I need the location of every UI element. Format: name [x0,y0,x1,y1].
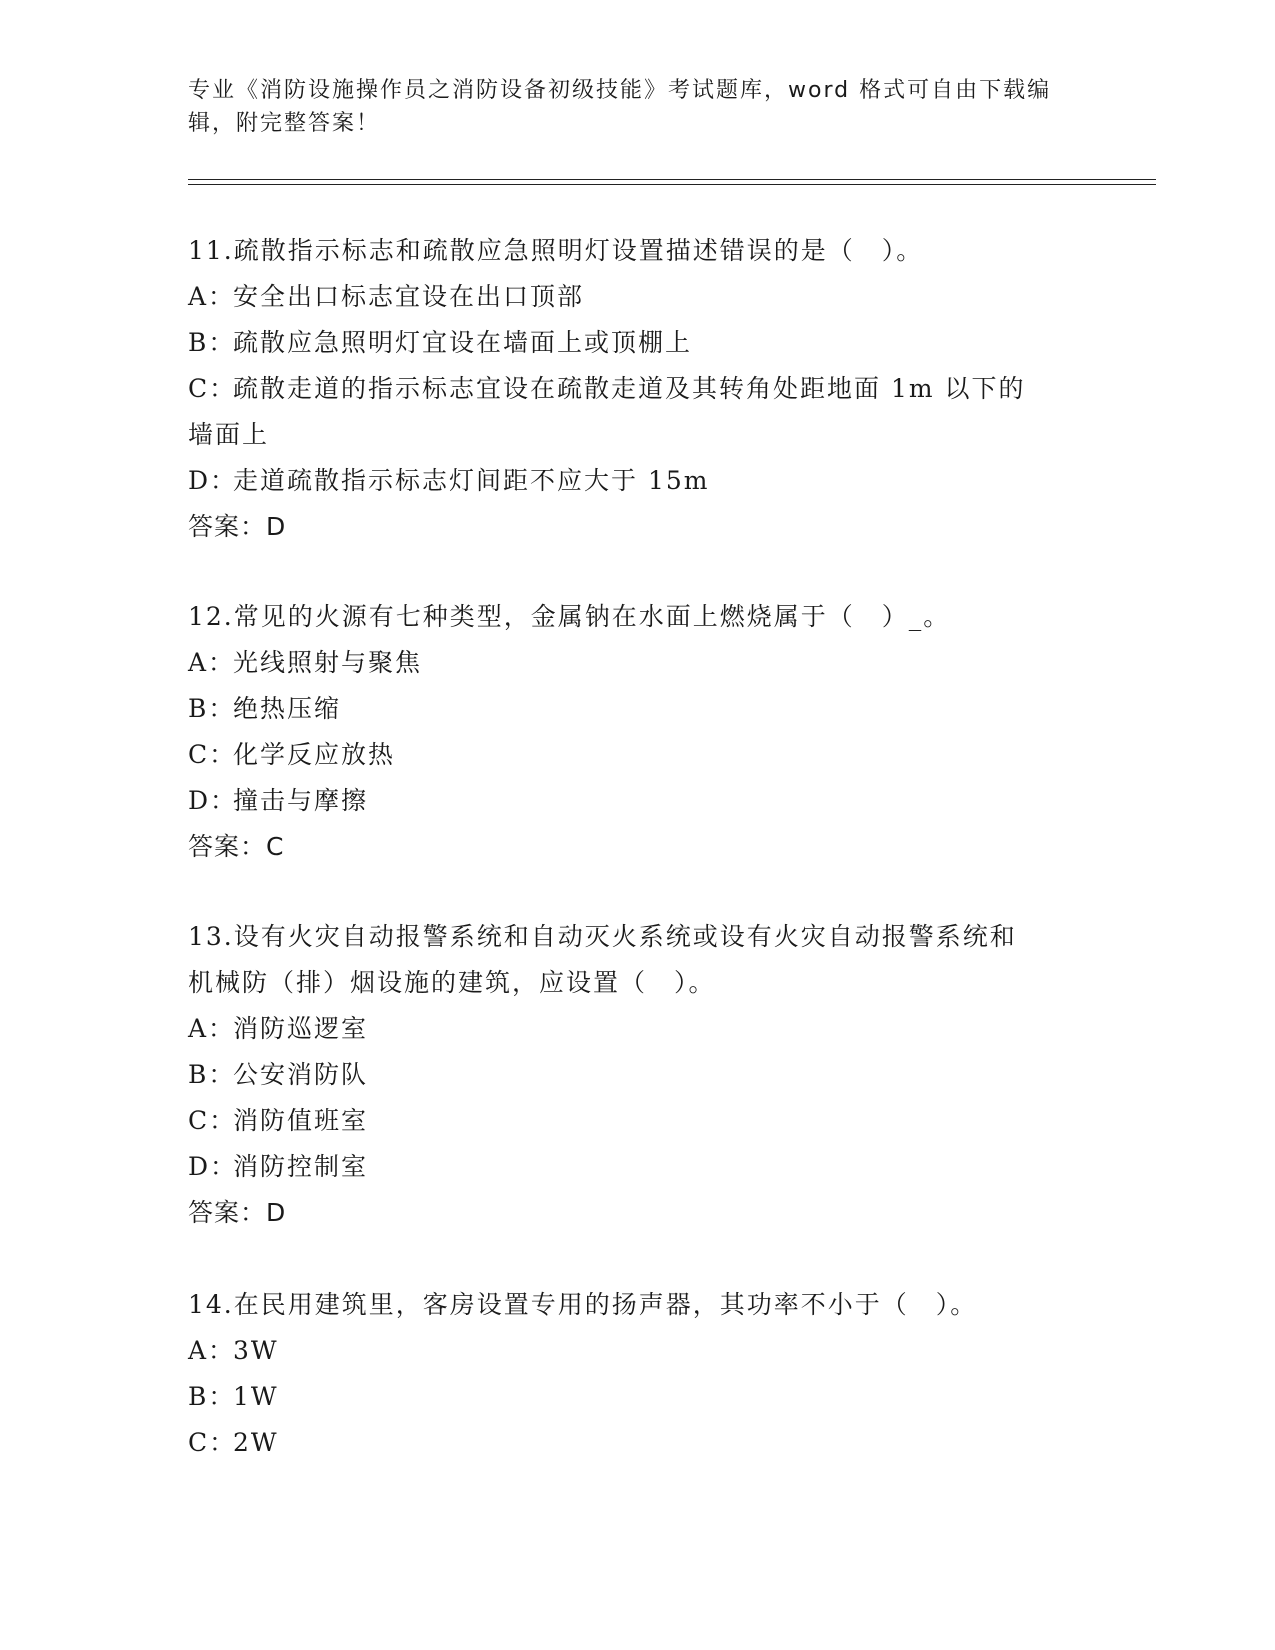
option-a [188,1328,1088,1374]
option-b [188,320,1088,366]
question-stem: 11.疏散指示标志和疏散应急照明灯设置描述错误的是（ ）。 [188,236,924,265]
option-text: 化学反应放热 [233,740,396,769]
answer-text: 答案：D [188,1198,287,1227]
option-c-continued: 墙面上 [188,420,270,449]
option-label: A： [188,648,236,677]
option-label: B： [188,1060,236,1089]
option-b [188,686,1088,732]
answer-text: 答案：D [188,512,287,541]
option-label: B： [188,328,236,357]
option-text: 消防巡逻室 [233,1014,369,1043]
option-text: 消防控制室 [233,1152,369,1181]
option-c [188,732,1088,778]
option-a [188,274,1088,320]
option-d [188,778,1088,824]
option-label: D： [188,786,238,815]
question-11 [188,228,1088,550]
question-14 [188,1282,1088,1466]
option-text: 走道疏散指示标志灯间距不应大于 15m [233,466,710,495]
question-stem: 13.设有火灾自动报警系统和自动灭火系统或设有火灾自动报警系统和 [188,922,1017,951]
question-13 [188,914,1088,1236]
option-label: C： [188,374,237,403]
header-divider-top [188,179,1156,180]
header-divider-bottom [188,184,1156,185]
question-stem-continued: 机械防（排）烟设施的建筑，应设置（ ）。 [188,968,716,997]
option-text: 2W [233,1428,279,1457]
option-label: C： [188,1106,237,1135]
option-label: A： [188,1014,236,1043]
option-text: 撞击与摩擦 [233,786,369,815]
option-text: 1W [233,1382,279,1411]
option-a [188,1006,1088,1052]
header-line-2: 辑，附完整答案！ [188,111,381,136]
option-label: C： [188,740,237,769]
option-text: 疏散走道的指示标志宜设在疏散走道及其转角处距地面 1m 以下的 [233,374,1026,403]
option-label: A： [188,282,236,311]
option-text: 消防值班室 [233,1106,369,1135]
option-b [188,1052,1088,1098]
option-text: 安全出口标志宜设在出口顶部 [233,282,585,311]
option-label: D： [188,1152,238,1181]
option-text: 绝热压缩 [233,694,342,723]
option-c [188,1098,1088,1144]
option-label: D： [188,466,238,495]
option-a [188,640,1088,686]
option-text: 公安消防队 [233,1060,369,1089]
answer-text: 答案：C [188,832,285,861]
option-c [188,1420,1088,1466]
option-d [188,458,1088,504]
option-label: B： [188,694,236,723]
option-label: B： [188,1382,236,1411]
option-d [188,1144,1088,1190]
option-label: A： [188,1336,236,1365]
question-12 [188,594,1088,870]
option-text: 光线照射与聚焦 [233,648,423,677]
option-text: 3W [233,1336,279,1365]
document-header [188,74,1088,140]
option-b [188,1374,1088,1420]
question-stem: 14.在民用建筑里，客房设置专用的扬声器，其功率不小于（ ）。 [188,1290,978,1319]
option-text: 疏散应急照明灯宜设在墙面上或顶棚上 [233,328,693,357]
question-stem: 12.常见的火源有七种类型，金属钠在水面上燃烧属于（ ）_。 [188,602,951,631]
option-label: C： [188,1428,237,1457]
option-c [188,366,1088,412]
header-line-1: 专业《消防设施操作员之消防设备初级技能》考试题库，word 格式可自由下载编 [188,78,1052,103]
